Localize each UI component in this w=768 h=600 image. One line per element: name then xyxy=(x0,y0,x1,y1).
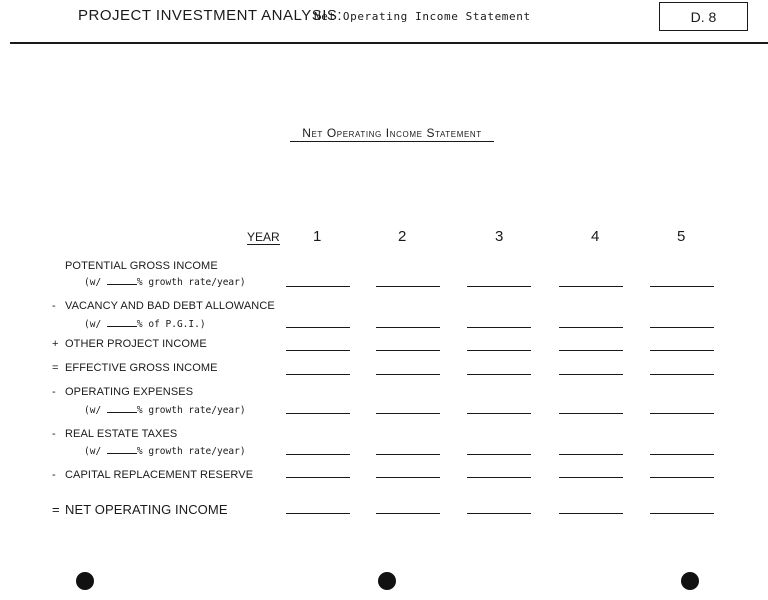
entry-blank-noi-year-3[interactable] xyxy=(467,513,531,514)
entry-blank-pgi-year-5[interactable] xyxy=(650,286,714,287)
rate-blank[interactable] xyxy=(107,445,137,454)
entry-blank-other-income-year-3[interactable] xyxy=(467,350,531,351)
row-operator: = xyxy=(52,502,60,517)
year-label: YEAR xyxy=(247,230,280,244)
row-operator: - xyxy=(52,428,56,440)
year-2-header: 2 xyxy=(398,228,407,245)
entry-blank-egi-year-4[interactable] xyxy=(559,374,623,375)
entry-blank-other-income-year-4[interactable] xyxy=(559,350,623,351)
rate-blank[interactable] xyxy=(107,276,137,285)
entry-blank-other-income-year-1[interactable] xyxy=(286,350,350,351)
row-label-text: NET OPERATING INCOME xyxy=(65,502,228,517)
year-1-header: 1 xyxy=(313,228,322,245)
entry-blank-pgi-year-3[interactable] xyxy=(467,286,531,287)
entry-blank-pgi-year-1[interactable] xyxy=(286,286,350,287)
entry-blank-opex-year-3[interactable] xyxy=(467,413,531,414)
entry-blank-taxes-year-1[interactable] xyxy=(286,454,350,455)
entry-blank-opex-year-2[interactable] xyxy=(376,413,440,414)
row-sub-growth-rate xyxy=(84,276,246,288)
row-operator: - xyxy=(52,386,56,398)
page-code-box xyxy=(659,2,748,31)
row-sub-pgi-percent xyxy=(84,318,206,330)
row-real-estate-taxes xyxy=(52,428,177,440)
row-potential-gross-income xyxy=(52,260,218,272)
binder-hole xyxy=(681,572,699,590)
entry-blank-vacancy-year-3[interactable] xyxy=(467,327,531,328)
rate-blank[interactable] xyxy=(107,404,137,413)
entry-blank-reserve-year-5[interactable] xyxy=(650,477,714,478)
row-operator: - xyxy=(52,300,56,312)
row-operator: - xyxy=(52,469,56,481)
entry-blank-egi-year-5[interactable] xyxy=(650,374,714,375)
row-label-text: POTENTIAL GROSS INCOME xyxy=(65,260,218,272)
year-5-header: 5 xyxy=(677,228,686,245)
entry-blank-taxes-year-5[interactable] xyxy=(650,454,714,455)
header-subtitle: Net Operating Income Statement xyxy=(314,10,531,23)
entry-blank-vacancy-year-4[interactable] xyxy=(559,327,623,328)
row-label-text: CAPITAL REPLACEMENT RESERVE xyxy=(65,469,254,481)
row-effective-gross-income xyxy=(52,362,218,374)
entry-blank-opex-year-1[interactable] xyxy=(286,413,350,414)
entry-blank-noi-year-1[interactable] xyxy=(286,513,350,514)
row-capital-replacement-reserve xyxy=(52,469,253,481)
entry-blank-noi-year-5[interactable] xyxy=(650,513,714,514)
entry-blank-taxes-year-4[interactable] xyxy=(559,454,623,455)
entry-blank-egi-year-2[interactable] xyxy=(376,374,440,375)
row-label-text: EFFECTIVE GROSS INCOME xyxy=(65,362,218,374)
entry-blank-reserve-year-1[interactable] xyxy=(286,477,350,478)
sub-prefix: (w/ xyxy=(84,277,102,288)
entry-blank-reserve-year-4[interactable] xyxy=(559,477,623,478)
entry-blank-other-income-year-5[interactable] xyxy=(650,350,714,351)
page-code: D. 8 xyxy=(690,8,717,25)
binder-hole xyxy=(76,572,94,590)
row-label-text: OTHER PROJECT INCOME xyxy=(65,338,207,350)
sub-prefix: (w/ xyxy=(84,319,102,330)
row-sub-growth-rate xyxy=(84,404,246,416)
sub-suffix: % growth rate/year) xyxy=(136,405,246,416)
header-divider xyxy=(10,42,768,44)
rate-blank[interactable] xyxy=(107,318,137,327)
year-4-header: 4 xyxy=(591,228,600,245)
row-operating-expenses xyxy=(52,386,193,398)
entry-blank-pgi-year-4[interactable] xyxy=(559,286,623,287)
entry-blank-other-income-year-2[interactable] xyxy=(376,350,440,351)
entry-blank-taxes-year-2[interactable] xyxy=(376,454,440,455)
row-label-text: OPERATING EXPENSES xyxy=(65,386,194,398)
entry-blank-vacancy-year-1[interactable] xyxy=(286,327,350,328)
entry-blank-taxes-year-3[interactable] xyxy=(467,454,531,455)
row-net-operating-income xyxy=(52,502,228,517)
binder-hole xyxy=(378,572,396,590)
entry-blank-vacancy-year-5[interactable] xyxy=(650,327,714,328)
entry-blank-reserve-year-3[interactable] xyxy=(467,477,531,478)
sub-suffix: % growth rate/year) xyxy=(136,277,246,288)
entry-blank-egi-year-1[interactable] xyxy=(286,374,350,375)
entry-blank-noi-year-2[interactable] xyxy=(376,513,440,514)
row-vacancy-allowance xyxy=(52,300,275,312)
year-3-header: 3 xyxy=(495,228,504,245)
entry-blank-noi-year-4[interactable] xyxy=(559,513,623,514)
entry-blank-reserve-year-2[interactable] xyxy=(376,477,440,478)
page-title: Net Operating Income Statement xyxy=(290,126,494,142)
sub-prefix: (w/ xyxy=(84,446,102,457)
entry-blank-opex-year-5[interactable] xyxy=(650,413,714,414)
row-other-project-income xyxy=(52,338,207,350)
sub-suffix: % of P.G.I.) xyxy=(136,319,206,330)
sub-prefix: (w/ xyxy=(84,405,102,416)
row-label-text: VACANCY AND BAD DEBT ALLOWANCE xyxy=(65,300,275,312)
entry-blank-vacancy-year-2[interactable] xyxy=(376,327,440,328)
entry-blank-opex-year-4[interactable] xyxy=(559,413,623,414)
header-section-title: PROJECT INVESTMENT ANALYSIS: xyxy=(78,7,343,24)
sub-suffix: % growth rate/year) xyxy=(136,446,246,457)
row-operator: + xyxy=(52,338,59,350)
entry-blank-pgi-year-2[interactable] xyxy=(376,286,440,287)
row-sub-growth-rate xyxy=(84,445,246,457)
entry-blank-egi-year-3[interactable] xyxy=(467,374,531,375)
row-label-text: REAL ESTATE TAXES xyxy=(65,428,178,440)
row-operator: = xyxy=(52,362,59,374)
